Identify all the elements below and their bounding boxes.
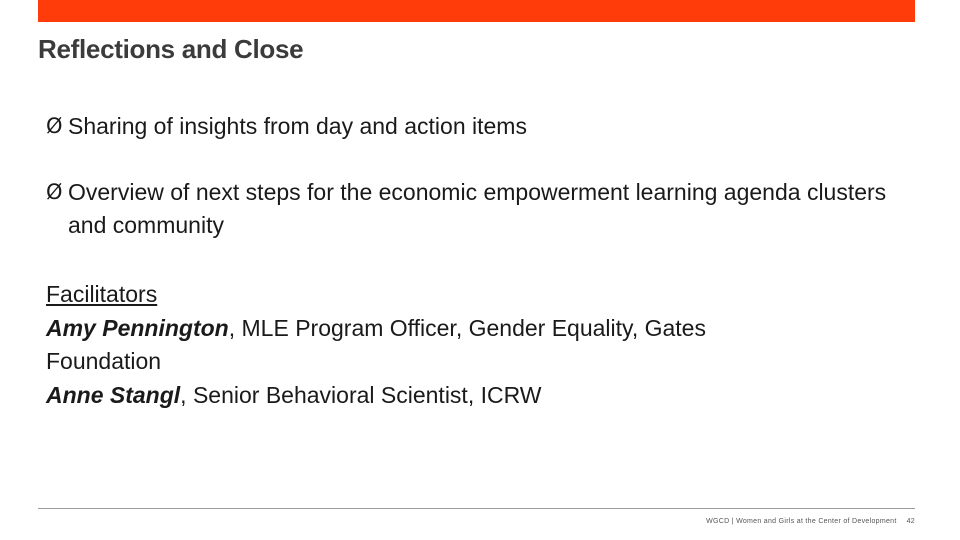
bullet-list bbox=[46, 110, 916, 275]
page-number: 42 bbox=[906, 518, 915, 525]
bullet-text: Sharing of insights from day and action items bbox=[68, 113, 527, 139]
bullet-item bbox=[46, 176, 916, 242]
footer-text: WGCD | Women and Girls at the Center of Development bbox=[706, 518, 897, 525]
facilitator-name: Anne Stangl bbox=[46, 381, 181, 408]
slide-footer bbox=[706, 518, 915, 525]
slide-title: Reflections and Close bbox=[38, 34, 304, 64]
bullet-item bbox=[46, 110, 916, 143]
facilitator-entry bbox=[46, 312, 806, 379]
facilitators-block bbox=[46, 278, 806, 412]
facilitator-entry bbox=[46, 379, 806, 413]
arrow-bullet-icon: Ø bbox=[46, 114, 63, 138]
facilitators-heading: Facilitators bbox=[46, 281, 158, 307]
facilitator-role: , Senior Behavioral Scientist, ICRW bbox=[180, 381, 542, 408]
footer-divider bbox=[38, 508, 915, 509]
facilitator-role: , MLE Program Officer, Gender Equality, Gates Foundation bbox=[46, 314, 706, 374]
arrow-bullet-icon: Ø bbox=[46, 180, 63, 204]
facilitator-name: Amy Pennington bbox=[46, 314, 229, 341]
bullet-text: Overview of next steps for the economic empowerment learning agenda clusters and community bbox=[68, 179, 887, 238]
top-accent-bar bbox=[38, 0, 915, 22]
